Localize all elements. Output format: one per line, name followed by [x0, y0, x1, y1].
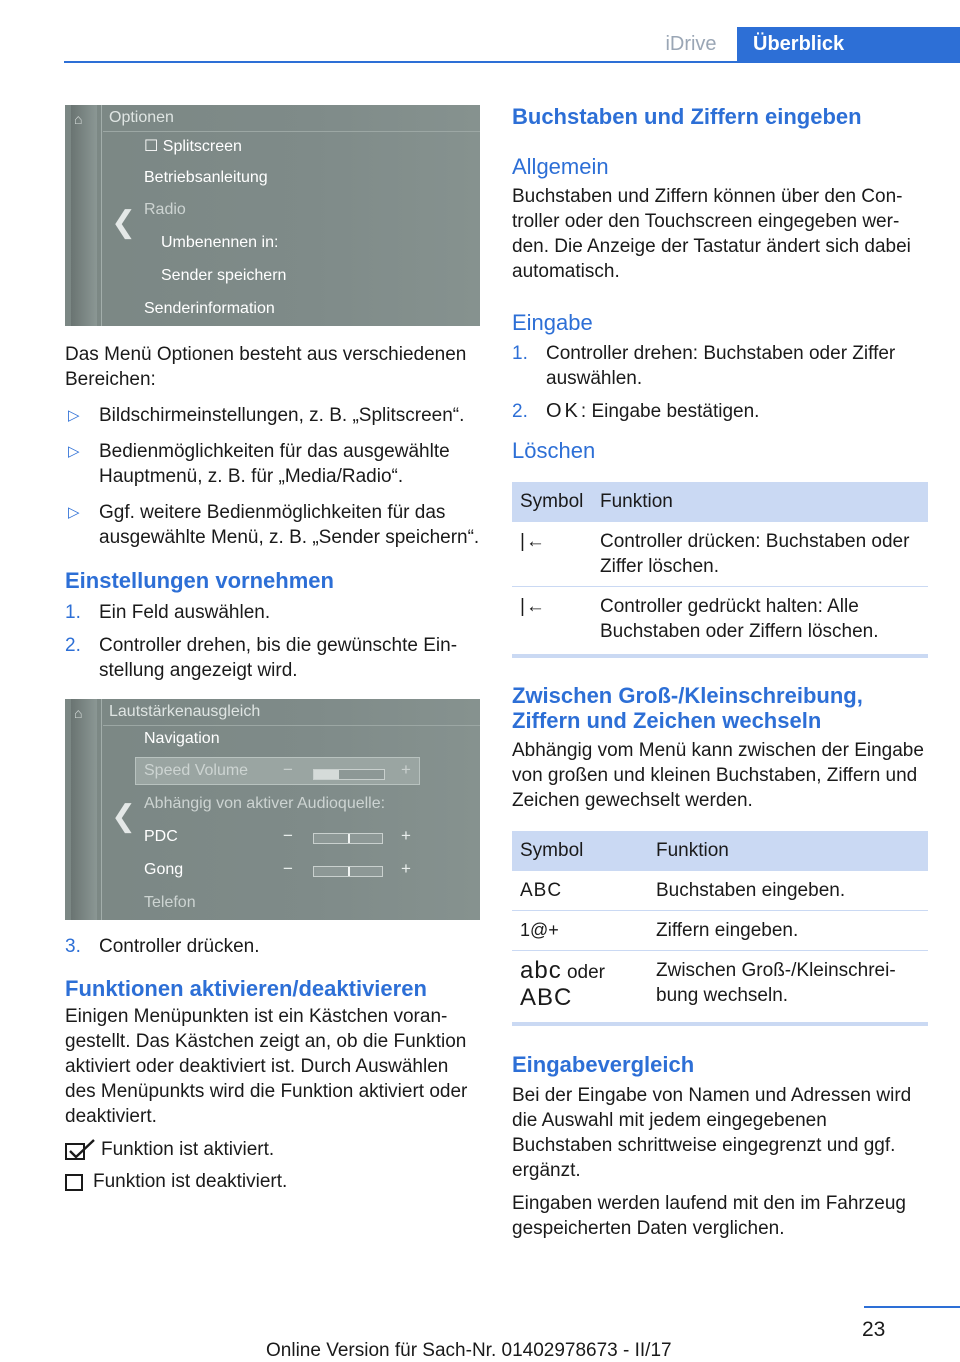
- table-row: 1@+ Ziffern eingeben.: [512, 911, 928, 951]
- menu-item-sender-speichern: Sender speichern: [161, 267, 287, 284]
- triangle-bullet-icon: ▷: [68, 443, 80, 460]
- menu-item-speed-volume: Speed Volume: [144, 762, 249, 779]
- abc-lowercase-icon: abc: [520, 957, 562, 984]
- chevron-left-icon: ❮: [111, 800, 137, 833]
- menu-item-splitscreen: ☐ Splitscreen: [144, 138, 242, 155]
- list-item: ▷ Bedienmöglichkeiten für das ausgewählte Hauptmenü, z. B. für „Media/Radio“.: [68, 441, 450, 487]
- header-rule: [64, 61, 960, 63]
- menu-item-pdc: PDC: [144, 828, 178, 845]
- list-item: 2. Controller drehen, bis die gewünschte Einstellung angezeigt wird.: [65, 635, 458, 681]
- list-item: ▷ Ggf. weitere Bedienmöglichkeiten für das ausgewählte Menü, z. B. „Sender speichern“.: [68, 502, 480, 548]
- aktiviert-row: Funktion ist aktiviert.: [65, 1137, 480, 1162]
- volume-screenshot: ⌂ ❮ Lautstärkenausgleich Navigation Speed Volume − + Abhängig von aktiver Audioquelle: PDC − + Gong − + Telefon: [65, 699, 480, 920]
- options-bullets: [65, 403, 480, 550]
- page-number: 23: [862, 1318, 886, 1341]
- heading-loeschen: Löschen: [512, 438, 596, 463]
- delete-table: [512, 482, 928, 658]
- list-item: ▷ Bildschirmeinstellungen, z. B. „Splitscreen“.: [68, 405, 465, 426]
- gong-slider: [313, 866, 383, 877]
- pdc-slider: [313, 833, 383, 844]
- heading-eingabe: Eingabe: [512, 310, 593, 335]
- settings-steps: [65, 600, 480, 683]
- zwischen-text: Abhängig vom Menü kann zwischen der Eingabe von großen und kleinen Buchstaben, Ziffern und Zeichen gewechselt werden.: [512, 740, 924, 811]
- options-intro: Das Menü Optionen besteht aus verschiedenen Bereichen:: [65, 344, 467, 390]
- funktionen-text: Einigen Menüpunkten ist ein Kästchen vorangestellt. Das Kästchen zeigt an, ob die Funktion aktiviert oder deaktiviert ist. Durch Auswählen des Menüpunkts wird die Funktion aktiviert oder deaktiviert.: [65, 1006, 468, 1127]
- menu-item-telefon: Telefon: [144, 894, 196, 911]
- menu-item-umbenennen: Umbenennen in:: [161, 234, 279, 251]
- abc-uppercase-icon: ABC: [512, 871, 648, 911]
- heading-zwischen: Zwischen Groß-/Kleinschreibung, Ziffern und Zeichen wechseln: [512, 683, 863, 733]
- backspace-icon: |←: [512, 587, 592, 657]
- options-menu-screenshot: [65, 105, 480, 326]
- deaktiviert-row: Funktion ist deaktiviert.: [65, 1169, 480, 1194]
- online-version-note: Online Version für Sach-Nr. 01402978673 - II/17: [266, 1340, 672, 1361]
- table-row: |← Controller drücken: Buchstaben oder Ziffer löschen.: [512, 522, 928, 587]
- table-row: abc oder ABC Zwischen Groß-/Kleinschreibung wechseln.: [512, 951, 928, 1025]
- menu-item-betriebsanleitung: Betriebsanleitung: [144, 169, 268, 186]
- speed-volume-slider: [313, 769, 385, 780]
- home-icon: ⌂: [74, 111, 83, 127]
- list-item: 1. Ein Feld auswählen.: [65, 602, 271, 623]
- right-column: [512, 100, 928, 1241]
- menu-item-navigation: Navigation: [144, 730, 220, 747]
- header-tab-idrive[interactable]: iDrive: [665, 33, 717, 55]
- list-item: 1. Controller drehen: Buchstaben oder Ziffer auswählen.: [512, 343, 896, 389]
- ok-icon: OK: [546, 400, 581, 422]
- vergleich-text-2: Eingaben werden laufend mit den im Fahrzeug gespeicherten Daten verglichen.: [512, 1193, 906, 1239]
- menu-item-senderinformation: Senderinformation: [144, 300, 275, 317]
- chevron-left-icon: ❮: [111, 206, 137, 239]
- switch-table: [512, 831, 928, 1026]
- heading-funktionen: Funktionen aktivieren/deaktivieren: [65, 976, 427, 1001]
- backspace-icon: |←: [512, 522, 592, 587]
- table-header: Symbol Funktion: [512, 482, 928, 522]
- heading-buchstaben: Buchstaben und Ziffern eingeben: [512, 104, 862, 129]
- triangle-bullet-icon: ▷: [68, 504, 80, 521]
- home-icon: ⌂: [74, 705, 83, 721]
- eingabe-steps: [512, 341, 928, 424]
- abc-uppercase-icon: ABC: [520, 984, 573, 1011]
- menu-item-gong: Gong: [144, 861, 184, 878]
- heading-einstellungen: Einstellungen vornehmen: [65, 568, 334, 593]
- heading-vergleich: Eingabevergleich: [512, 1052, 695, 1077]
- menu-item-abhaengig: Abhängig von aktiver Audioquelle:: [144, 795, 386, 812]
- table-row: ABC Buchstaben eingeben.: [512, 871, 928, 911]
- table-row: |← Controller gedrückt halten: Alle Buchstaben oder Ziffern löschen.: [512, 587, 928, 657]
- checkbox-empty-icon: [65, 1172, 85, 1192]
- list-item: 3. Controller drücken.: [65, 936, 260, 957]
- heading-allgemein: Allgemein: [512, 154, 609, 179]
- digits-symbols-icon: 1@+: [512, 911, 648, 951]
- table-header: Symbol Funktion: [512, 831, 928, 871]
- triangle-bullet-icon: ▷: [68, 407, 80, 424]
- screen-title: Optionen: [109, 109, 174, 126]
- header-tab-ueberblick[interactable]: Überblick: [737, 27, 960, 61]
- allgemein-text: Buchstaben und Ziffern können über den Controller oder den Touchscreen eingegeben werden. Die Anzeige der Tastatur ändert sich dabei automatisch.: [512, 186, 911, 282]
- settings-step-3: [65, 934, 480, 959]
- menu-item-radio: Radio: [144, 201, 186, 218]
- screen-title: Lautstärkenausgleich: [109, 703, 261, 720]
- checkbox-checked-icon: [65, 1139, 97, 1161]
- left-column: [65, 105, 480, 1194]
- footer-rule: [864, 1306, 960, 1308]
- vergleich-text-1: Bei der Eingabe von Namen und Adressen wird die Auswahl mit jedem eingegebenen Buchstaben schrittweise eingegrenzt und ggf. ergänzt.: [512, 1085, 912, 1181]
- list-item: 2. OK: Eingabe bestätigen.: [512, 400, 760, 422]
